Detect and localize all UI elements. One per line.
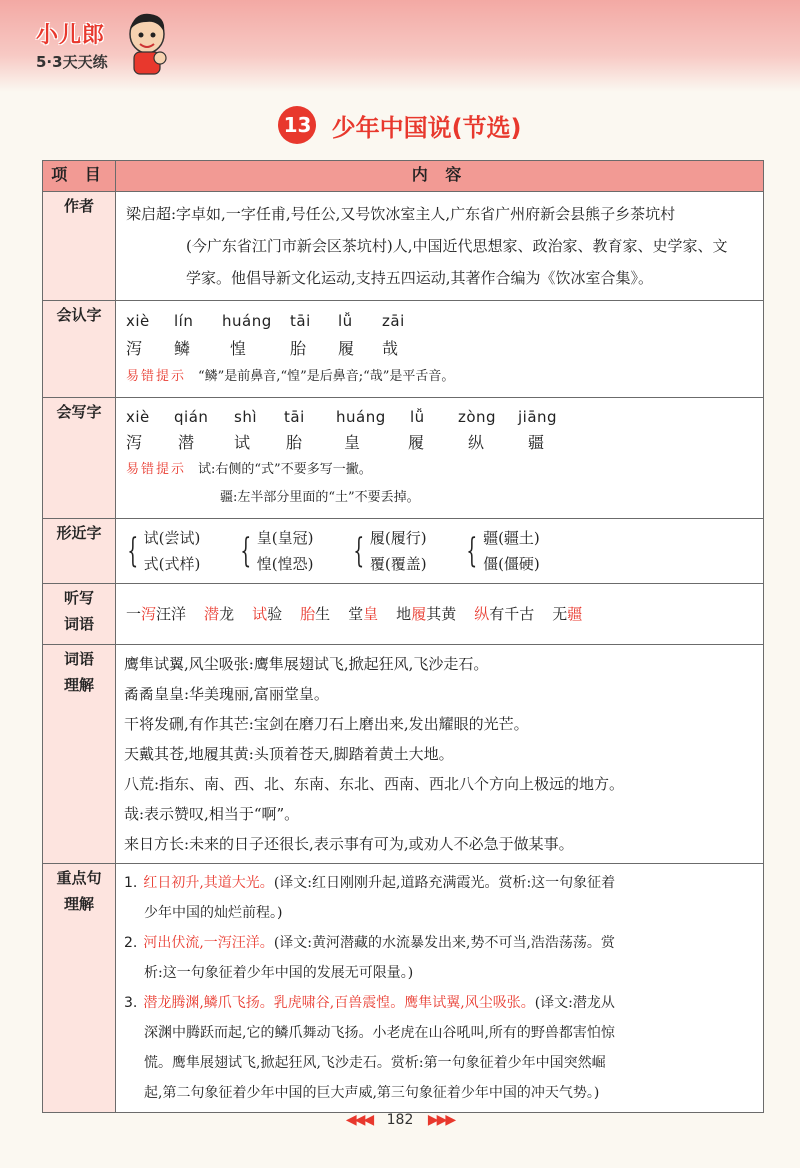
similar-group xyxy=(122,523,200,579)
prev-arrows-icon: ◀◀◀ xyxy=(345,1112,373,1128)
label-vocab xyxy=(43,645,116,864)
label-sentences-1: 重点句 xyxy=(56,869,102,887)
pinyin-item: xiè xyxy=(126,312,150,330)
dictation-char-highlight: 皇 xyxy=(363,605,379,623)
sentence-line: (译文:黄河潜藏的水流暴发出来,势不可当,浩浩荡荡。赏 xyxy=(273,935,615,951)
header-item: 项 目 xyxy=(43,161,116,192)
vocab-item: 八荒:指东、南、西、北、东南、东北、西南、西北八个方向上极远的地方。 xyxy=(124,775,625,793)
dictation-char: 验 xyxy=(267,605,283,623)
label-vocab-2: 理解 xyxy=(63,676,94,694)
label-sentences xyxy=(43,864,116,1113)
dictation-char: 有千古 xyxy=(489,605,535,623)
vocab-content xyxy=(116,645,764,864)
author-line: (今广东省江门市新会区茶坑村)人,中国近代思想家、政治家、教育家、史学家、文 xyxy=(186,237,728,255)
dictation-word xyxy=(552,605,582,623)
write-tip-2: 疆:左半部分里面的“土”不要丢掉。 xyxy=(220,490,420,505)
pinyin-item: huáng xyxy=(336,408,386,426)
write-pinyin xyxy=(126,404,753,430)
pinyin-item: xiè xyxy=(126,408,150,426)
sentence-item xyxy=(124,988,755,1108)
char-item: 履 xyxy=(408,433,425,452)
row-recognize xyxy=(43,301,764,398)
row-sentences xyxy=(43,864,764,1113)
brand-name: 小儿郎 xyxy=(36,23,106,48)
similar-word: 惶(惶恐) xyxy=(256,555,314,573)
similar-word: 履(履行) xyxy=(369,529,427,547)
lesson-table xyxy=(42,160,764,1113)
char-item: 胎 xyxy=(286,433,303,452)
author-line: 学家。他倡导新文化运动,支持五四运动,其著作合编为《饮冰室合集》。 xyxy=(186,269,654,287)
dictation-char-highlight: 胎 xyxy=(300,605,316,623)
header-content: 内 容 xyxy=(116,161,764,192)
row-dictation xyxy=(43,584,764,645)
sentence-line: 析:这一句象征着少年中国的发展无可限量。) xyxy=(144,965,414,981)
sentence-quote: 潜龙腾渊,鳞爪飞扬。乳虎啸谷,百兽震惶。鹰隼试翼,风尘吸张。 xyxy=(143,995,535,1011)
recognize-pinyin xyxy=(126,307,753,335)
author-content xyxy=(116,192,764,301)
dictation-word xyxy=(348,605,378,623)
dictation-content xyxy=(116,584,764,645)
vocab-item: 哉:表示赞叹,相当于“啊”。 xyxy=(124,805,300,823)
vocab-item: 干将发硎,有作其芒:宝剑在磨刀石上磨出来,发出耀眼的光芒。 xyxy=(124,715,529,733)
char-item: 试 xyxy=(234,433,251,452)
label-recognize: 会认字 xyxy=(43,301,116,398)
char-item: 纵 xyxy=(468,433,485,452)
char-item: 鳞 xyxy=(174,339,191,358)
dictation-char: 堂 xyxy=(348,605,364,623)
label-vocab-1: 词语 xyxy=(63,650,94,668)
sentence-number: 2. xyxy=(124,935,138,951)
vocab-item: 矞矞皇皇:华美瑰丽,富丽堂皇。 xyxy=(124,685,329,703)
write-chars xyxy=(126,430,753,456)
pinyin-item: zāi xyxy=(382,312,405,330)
dictation-char: 生 xyxy=(315,605,331,623)
similar-word: 皇(皇冠) xyxy=(256,529,314,547)
label-author: 作者 xyxy=(43,192,116,301)
pinyin-item: jiāng xyxy=(518,408,558,426)
pinyin-item: lín xyxy=(174,312,194,330)
dictation-char-highlight: 试 xyxy=(252,605,268,623)
char-item: 胎 xyxy=(290,339,307,358)
label-dictation xyxy=(43,584,116,645)
top-banner xyxy=(0,0,800,92)
pinyin-item: zòng xyxy=(458,408,497,426)
vocab-item: 来日方长:未来的日子还很长,表示事有可为,或劝人不必急于做某事。 xyxy=(124,835,574,853)
sentence-number: 1. xyxy=(124,875,138,891)
dictation-char: 一 xyxy=(126,605,142,623)
lesson-title-text: 少年中国说(节选) xyxy=(331,113,522,142)
char-item: 泻 xyxy=(126,339,143,358)
similar-word: 疆(疆土) xyxy=(483,529,540,547)
write-tip xyxy=(126,456,753,484)
tip-label: 易错提示 xyxy=(126,369,187,384)
pinyin-item: shì xyxy=(234,408,257,426)
pinyin-item: lǚ xyxy=(410,408,425,426)
similar-word: 试(尝试) xyxy=(143,529,201,547)
pinyin-item: huáng xyxy=(222,312,272,330)
author-line: 梁启超:字卓如,一字任甫,号任公,又号饮冰室主人,广东省广州府新会县熊子乡茶坑村 xyxy=(126,205,676,223)
brace-icon: { xyxy=(127,531,139,571)
brand-logo xyxy=(36,18,108,72)
tip-label: 易错提示 xyxy=(126,462,187,477)
dictation-word xyxy=(474,605,534,623)
similar-content xyxy=(116,519,764,584)
dictation-char: 地 xyxy=(396,605,412,623)
next-arrows-icon: ▶▶▶ xyxy=(427,1112,455,1128)
char-item: 疆 xyxy=(528,433,545,452)
row-author xyxy=(43,192,764,301)
pinyin-item: tāi xyxy=(284,408,305,426)
brace-icon: { xyxy=(240,531,252,571)
lesson-number: 13 xyxy=(278,106,316,144)
tip-text: 试:右侧的“式”不要多写一撇。 xyxy=(198,462,372,477)
similar-group xyxy=(348,523,426,579)
recognize-chars xyxy=(126,335,753,363)
brace-icon: { xyxy=(353,531,365,571)
dictation-char: 龙 xyxy=(219,605,235,623)
char-item: 哉 xyxy=(382,339,399,358)
row-vocab xyxy=(43,645,764,864)
brace-icon: { xyxy=(466,531,478,571)
dictation-char-highlight: 潜 xyxy=(204,605,220,623)
dictation-word xyxy=(252,605,282,623)
pinyin-item: tāi xyxy=(290,312,311,330)
sentence-item xyxy=(124,868,755,928)
row-write xyxy=(43,398,764,519)
dictation-char-highlight: 纵 xyxy=(474,605,490,623)
sentence-number: 3. xyxy=(124,995,138,1011)
sentence-line: 深渊中腾跃而起,它的鳞爪舞动飞扬。小老虎在山谷吼叫,所有的野兽都害怕惊 xyxy=(144,1025,615,1041)
dictation-char: 无 xyxy=(552,605,568,623)
sentences-content xyxy=(116,864,764,1113)
vocab-item: 鹰隼试翼,风尘吸张:鹰隼展翅试飞,掀起狂风,飞沙走石。 xyxy=(124,655,489,673)
sentence-quote: 红日初升,其道大光。 xyxy=(143,875,274,891)
dictation-char-highlight: 履 xyxy=(411,605,427,623)
recognize-tip xyxy=(126,363,753,391)
similar-word: 式(式样) xyxy=(143,555,201,573)
label-write: 会写字 xyxy=(43,398,116,519)
vocab-item: 天戴其苍,地履其黄:头顶着苍天,脚踏着黄土大地。 xyxy=(124,745,454,763)
label-dictation-1: 听写 xyxy=(63,589,94,607)
sentence-item xyxy=(124,928,755,988)
row-similar xyxy=(43,519,764,584)
recognize-content xyxy=(116,301,764,398)
similar-group xyxy=(235,523,313,579)
brand-series: 5·3天天练 xyxy=(36,53,108,71)
sentence-line: 少年中国的灿烂前程。) xyxy=(144,905,283,921)
pinyin-item: qián xyxy=(174,408,209,426)
sentence-quote: 河出伏流,一泻汪洋。 xyxy=(143,935,274,951)
char-item: 惶 xyxy=(230,339,247,358)
page-footer xyxy=(0,1112,800,1128)
similar-word: 覆(覆盖) xyxy=(369,555,427,573)
similar-word: 僵(僵硬) xyxy=(483,555,540,573)
dictation-char-highlight: 泻 xyxy=(141,605,157,623)
char-item: 潜 xyxy=(178,433,195,452)
dictation-char: 汪洋 xyxy=(156,605,187,623)
dictation-char-highlight: 疆 xyxy=(567,605,583,623)
sentence-line: 起,第二句象征着少年中国的巨大声威,第三句象征着少年中国的冲天气势。) xyxy=(144,1085,600,1101)
dictation-word xyxy=(204,605,234,623)
dictation-word xyxy=(396,605,456,623)
char-item: 皇 xyxy=(344,433,361,452)
dictation-word xyxy=(300,605,330,623)
dictation-words xyxy=(126,599,753,629)
label-sentences-2: 理解 xyxy=(63,895,94,913)
char-item: 泻 xyxy=(126,433,143,452)
sentence-line: 慌。鹰隼展翅试飞,掀起狂风,飞沙走石。赏析:第一句象征着少年中国突然崛 xyxy=(144,1055,606,1071)
label-similar: 形近字 xyxy=(43,519,116,584)
char-item: 履 xyxy=(338,339,355,358)
sentence-line: (译文:红日刚刚升起,道路充满霞光。赏析:这一句象征着 xyxy=(273,875,616,891)
write-content xyxy=(116,398,764,519)
sentence-line: (译文:潜龙从 xyxy=(534,995,615,1011)
page-number: 182 xyxy=(386,1112,414,1128)
tip-text: “鳞”是前鼻音,“惶”是后鼻音;“哉”是平舌音。 xyxy=(198,369,455,384)
label-dictation-2: 词语 xyxy=(63,615,94,633)
table-header-row xyxy=(43,161,764,192)
similar-group xyxy=(461,523,539,579)
dictation-word xyxy=(126,605,186,623)
lesson-title xyxy=(0,106,800,144)
mascot-icon xyxy=(122,8,172,82)
pinyin-item: lǚ xyxy=(338,312,353,330)
dictation-char: 其黄 xyxy=(426,605,457,623)
